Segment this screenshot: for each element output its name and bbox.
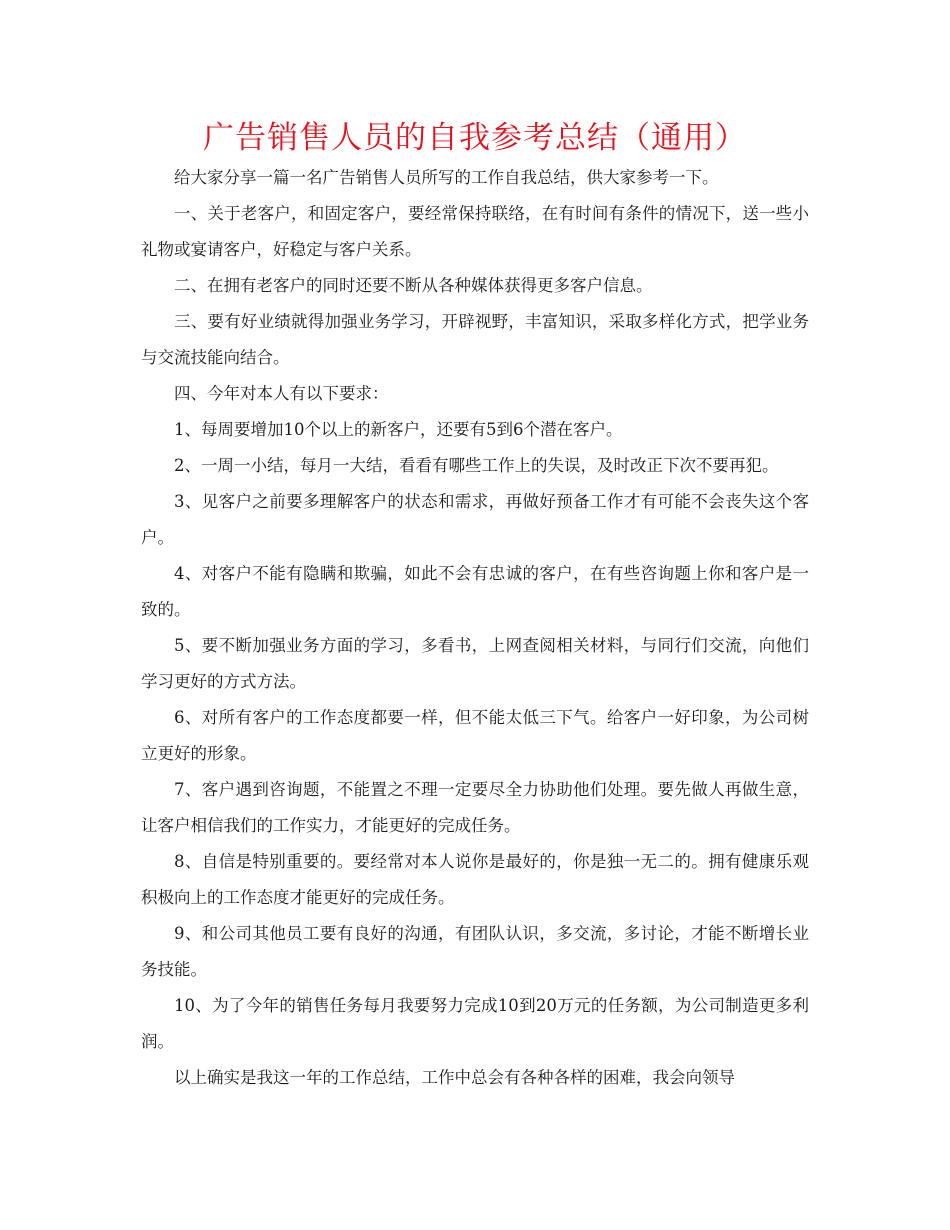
paragraph-requirement-4: 4、对客户不能有隐瞒和欺骗，如此不会有忠诚的客户，在有些咨询题上你和客户是一致的。 — [141, 564, 809, 619]
paragraph-requirement-10: 10、为了今年的销售任务每月我要努力完成10到20万元的任务额，为公司制造更多利润。 — [141, 996, 809, 1051]
paragraph-requirement-7: 7、客户遇到咨询题，不能置之不理一定要尽全力协助他们处理。要先做人再做生意，让客户相信我们的工作实力，才能更好的完成任务。 — [141, 780, 809, 835]
paragraph-requirement-5: 5、要不断加强业务方面的学习，多看书，上网查阅相关材料，与同行们交流，向他们学习更好的方式方法。 — [141, 636, 809, 691]
paragraph-requirement-9: 9、和公司其他员工要有良好的沟通，有团队认识，多交流，多讨论，才能不断增长业务技能。 — [141, 924, 809, 979]
paragraph-requirement-2: 2、一周一小结，每月一大结，看看有哪些工作上的失误，及时改正下次不要再犯。 — [174, 456, 779, 475]
paragraph-requirement-8: 8、自信是特别重要的。要经常对本人说你是最好的，你是独一无二的。拥有健康乐观积极向上的工作态度才能更好的完成任务。 — [141, 852, 809, 907]
paragraph-point-3: 三、要有好业绩就得加强业务学习，开辟视野，丰富知识，采取多样化方式，把学业务与交流技能向结合。 — [141, 312, 809, 367]
paragraph-requirement-3: 3、见客户之前要多理解客户的状态和需求，再做好预备工作才有可能不会丧失这个客户。 — [141, 492, 809, 547]
document-title: 广告销售人员的自我参考总结（通用） — [203, 120, 747, 156]
paragraph-point-1: 一、关于老客户，和固定客户，要经常保持联络，在有时间有条件的情况下，送一些小礼物或宴请客户，好稳定与客户关系。 — [141, 204, 809, 259]
paragraph-requirement-6: 6、对所有客户的工作态度都要一样，但不能太低三下气。给客户一好印象，为公司树立更好的形象。 — [141, 708, 809, 763]
paragraph-point-4: 四、今年对本人有以下要求： — [174, 384, 389, 403]
paragraph-intro: 给大家分享一篇一名广告销售人员所写的工作自我总结，供大家参考一下。 — [174, 168, 719, 187]
paragraph-conclusion: 以上确实是我这一年的工作总结，工作中总会有各种各样的困难，我会向领导 — [174, 1068, 735, 1087]
document-body — [141, 160, 809, 1096]
paragraph-point-2: 二、在拥有老客户的同时还要不断从各种媒体获得更多客户信息。 — [174, 276, 653, 295]
paragraph-requirement-1: 1、每周要增加10个以上的新客户，还要有5到6个潜在客户。 — [174, 420, 623, 439]
